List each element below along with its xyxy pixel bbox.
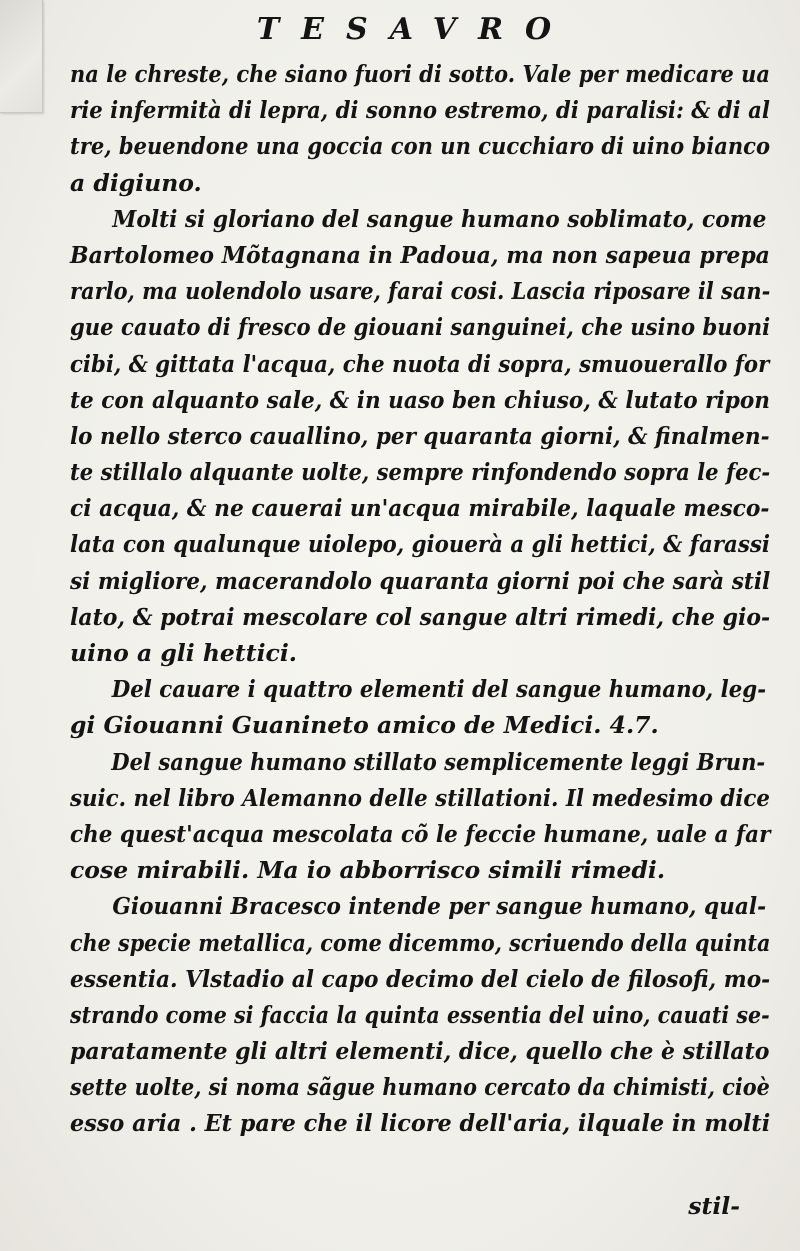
body-text: [70, 56, 770, 1142]
catchword: stil-: [688, 1192, 740, 1220]
text-line: cibi, & gittata l'acqua, che nuota di sopra, smuouerallo for: [70, 349, 770, 378]
text-line: Del sangue humano stillato semplicemente leggi Brun-: [111, 747, 766, 776]
text-line: gue cauato di fresco de giouani sanguinei, che usino buoni: [70, 313, 771, 342]
text-line: lato, & potrai mescolare col sangue altri rimedi, che gio-: [70, 602, 771, 631]
text-line: rie infermità di lepra, di sonno estremo, di paralisi: & di al: [70, 96, 770, 125]
text-line: che specie metallica, come dicemmo, scriuendo della quinta: [70, 928, 771, 957]
text-line: suic. nel libro Alemanno delle stillationi. Il medesimo dice: [70, 783, 770, 812]
text-line: na le chreste, che siano fuori di sotto. Vale per medicare ua: [70, 60, 770, 88]
text-line: uino a gli hettici.: [70, 639, 297, 667]
text-line: Bartolomeo Mõtagnana in Padoua, ma non sapeua prepa: [70, 240, 770, 269]
text-line: Del cauare i quattro elementi del sangue humano, leg-: [111, 675, 767, 704]
text-line: Molti si gloriano del sangue humano soblimato, come: [112, 204, 767, 233]
text-line: che quest'acqua mescolata cõ le feccie humane, uale a far: [70, 819, 771, 848]
text-line: esso aria . Et pare che il licore dell'aria, ilquale in molti: [70, 1109, 771, 1138]
text-line: lata con qualunque uiolepo, giouerà a gli hettici, & farassi: [70, 530, 771, 559]
text-line: paratamente gli altri elementi, dice, quello che è stillato: [70, 1037, 770, 1066]
text-line: te con alquanto sale, & in uaso ben chiuso, & lutato ripon: [70, 385, 770, 414]
text-line: Giouanni Bracesco intende per sangue humano, qual-: [112, 892, 767, 921]
text-line: ci acqua, & ne cauerai un'acqua mirabile, laquale mesco-: [70, 494, 770, 523]
text-line: gi Giouanni Guanineto amico de Medici. 4.7.: [70, 711, 659, 740]
text-line: essentia. Vlstadio al capo decimo del cielo de filosofi, mo-: [70, 964, 771, 993]
text-line: rarlo, ma uolendolo usare, farai cosi. Lascia riposare il san-: [70, 277, 771, 306]
text-line: lo nello sterco cauallino, per quaranta giorni, & finalmen-: [70, 421, 770, 450]
running-head: TESAVRO: [256, 12, 574, 47]
text-line: cose mirabili. Ma io abborrisco simili rimedi.: [70, 856, 666, 885]
text-line: sette uolte, si noma sãgue humano cercato da chimisti, cioè: [70, 1073, 770, 1102]
text-line: tre, beuendone una goccia con un cucchiaro di uino bianco: [70, 132, 771, 161]
text-line: a digiuno.: [70, 168, 202, 197]
text-line: te stillalo alquante uolte, sempre rinfondendo sopra le fec-: [70, 458, 771, 487]
text-line: si migliore, macerandolo quaranta giorni poi che sarà stil: [70, 566, 771, 595]
text-line: strando come si faccia la quinta essentia del uino, cauati se-: [70, 1000, 770, 1029]
